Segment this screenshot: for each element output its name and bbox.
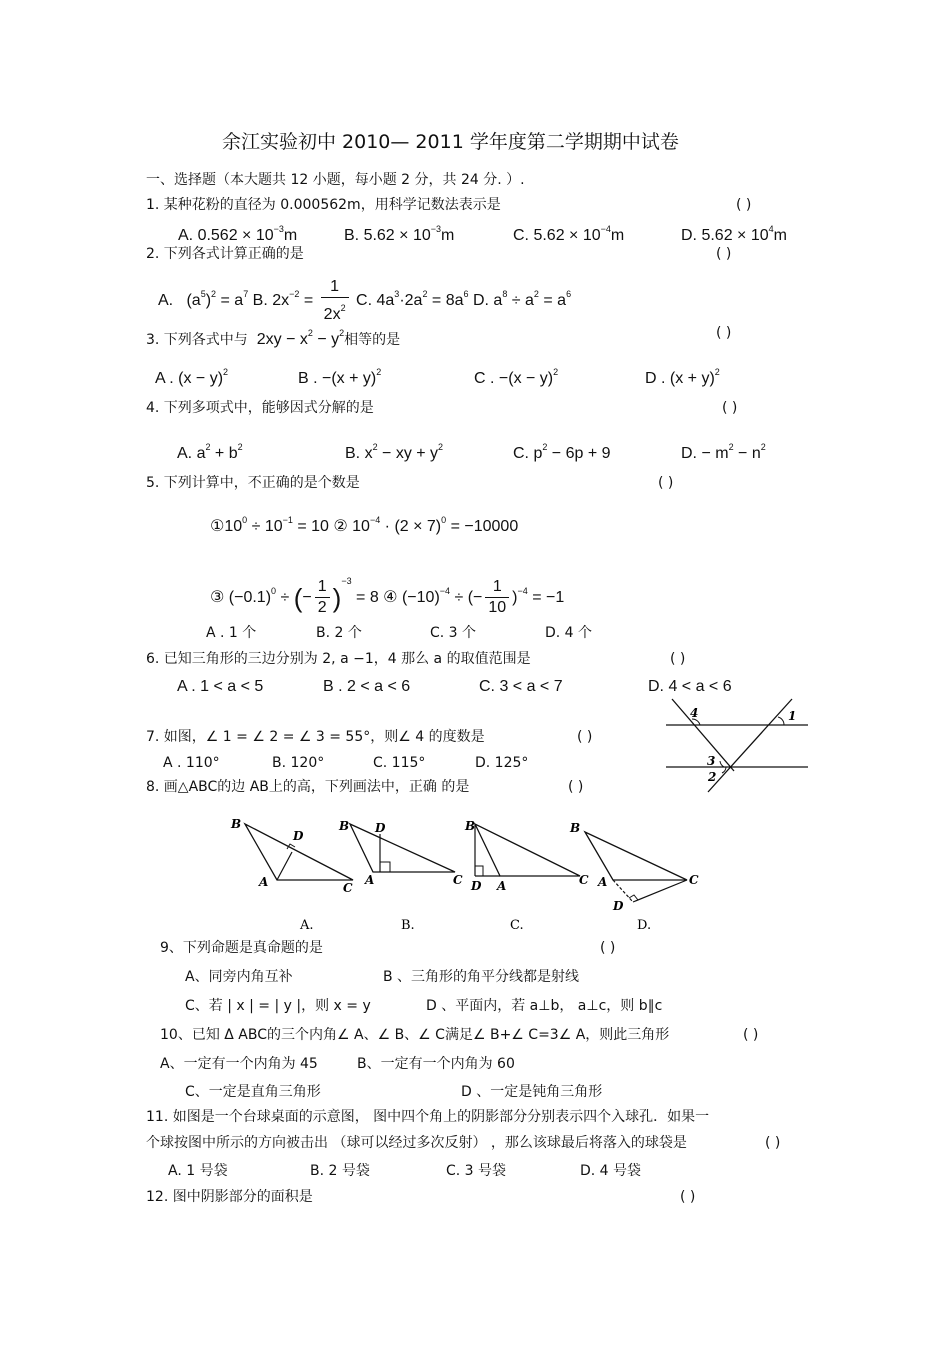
- q12-paren: ( ): [680, 1189, 696, 1205]
- section-heading: 一、选择题（本大题共 12 小题，每小题 2 分，共 24 分. ）.: [146, 172, 525, 188]
- q11-option-a: A. 1 号袋: [168, 1163, 228, 1179]
- q9-paren: ( ): [600, 940, 616, 956]
- q8-stem: 8. 画△ABC的边 AB上的高，下列画法中，正确 的是: [146, 779, 470, 795]
- q4-paren: ( ): [722, 400, 738, 416]
- q9-option-d: D 、平面内，若 a⊥b， a⊥c，则 b∥c: [426, 998, 663, 1014]
- q7-angle-1-arc: [778, 717, 784, 725]
- q8a-label-b: B: [231, 817, 242, 831]
- q8-figures: [225, 812, 715, 937]
- q8c-label-c: C: [579, 873, 589, 887]
- q5-option-b: B. 2 个: [316, 625, 362, 641]
- q5-stem: 5. 下列计算中，不正确的是个数是: [146, 475, 360, 491]
- q6-stem: 6. 已知三角形的三边分别为 2, a −1，4 那么 a 的取值范围是: [146, 651, 531, 667]
- q8b-label-a: A: [365, 873, 375, 887]
- q10-option-d: D 、一定是钝角三角形: [461, 1084, 603, 1100]
- q8a-label-d: D: [293, 829, 304, 843]
- q7-figure: [660, 695, 810, 795]
- q9-stem: 9、下列命题是真命题的是: [160, 940, 323, 956]
- q11-option-d: D. 4 号袋: [580, 1163, 642, 1179]
- q3-option-b: B . $-(x + y)^2$: [298, 367, 382, 387]
- q7-option-a: A . 110°: [163, 755, 220, 771]
- q11-stem-line-2: 个球按图中所示的方向被击出 （球可以经过多次反射） ，那么该球最后将落入的球袋是: [146, 1135, 687, 1151]
- q4-option-a: A. $a^2 + b^2$: [177, 442, 243, 462]
- q1-stem: 1. 某种花粉的直径为 0.000562m，用科学记数法表示是: [146, 197, 501, 213]
- q7-option-b: B. 120°: [272, 755, 325, 771]
- q6-paren: ( ): [670, 651, 686, 667]
- q8c-label-a: A: [497, 879, 507, 893]
- q6-option-c: C. 3 < a < 7: [479, 678, 563, 695]
- q8b-label-d: D: [375, 821, 386, 835]
- q7-label-4: 4: [690, 706, 699, 720]
- q1-paren: ( ): [736, 197, 752, 213]
- q2-paren: ( ): [716, 246, 732, 262]
- q8b-label-b: B: [339, 819, 350, 833]
- q2-options: A. $(a^5)^2 = a^7$ B. $2x^{-2}$ = $\frac{1}{2x^2}$ C. $4a^3\cdot 2a^2 = 8a^6$ D. $a^8 \div a^2 = a^6$: [158, 277, 572, 323]
- q10-option-a: A、一定有一个内角为 45: [160, 1056, 318, 1072]
- q7-paren: ( ): [577, 729, 593, 745]
- q8-caption-d: D.: [637, 918, 652, 933]
- q5-paren: ( ): [658, 475, 674, 491]
- q10-paren: ( ): [743, 1027, 759, 1043]
- q7-label-1: 1: [788, 709, 797, 723]
- q11-option-b: B. 2 号袋: [310, 1163, 370, 1179]
- q8a-label-c: C: [343, 881, 353, 895]
- q8b-label-c: C: [453, 873, 463, 887]
- q12-stem: 12. 图中阴影部分的面积是: [146, 1189, 313, 1205]
- q7-transversal-2: [708, 699, 792, 792]
- q8d-label-a: A: [598, 875, 608, 889]
- q8d-label-d: D: [613, 899, 624, 913]
- q1-option-b: B. $5.62 \times 10^{-3}m$: [344, 224, 455, 244]
- q8d-label-b: B: [570, 821, 581, 835]
- q4-option-c: C. $p^2 - 6p + 9$: [513, 442, 611, 462]
- q1-option-c: C. $5.62 \times 10^{-4}m$: [513, 224, 625, 244]
- q8a-label-a: A: [259, 875, 269, 889]
- q1-option-a: A. $0.562 \times 10^{-3}m$: [178, 224, 298, 244]
- q11-stem-line-1: 11. 如图是一个台球桌面的示意图， 图中四个角上的阴影部分分别表示四个入球孔．如果一: [146, 1109, 710, 1125]
- q7-label-2: 2: [708, 770, 717, 784]
- q1-option-d: D. $5.62 \times 10^4m$: [681, 224, 787, 244]
- q7-stem: 7. 如图，∠ 1 = ∠ 2 = ∠ 3 = 55°，则∠ 4 的度数是: [146, 729, 485, 745]
- q5-option-a: A . 1 个: [206, 625, 257, 641]
- q5-option-d: D. 4 个: [545, 625, 593, 641]
- q6-option-b: B . 2 < a < 6: [323, 678, 411, 695]
- q7-angle-3-arc: [720, 761, 724, 767]
- q8c-label-b: B: [465, 819, 476, 833]
- q8c-label-d: D: [471, 879, 482, 893]
- q10-option-c: C、一定是直角三角形: [185, 1084, 321, 1100]
- q5-expression-line-1: $①10^0 \div 10^{-1} = 10$ ② $10^{-4} \cdot (2 \times 7)^0 = -10000$: [210, 515, 519, 535]
- q9-option-a: A、同旁内角互补: [185, 969, 293, 985]
- q2-stem: 2. 下列各式计算正确的是: [146, 246, 304, 262]
- q7-option-d: D. 125°: [475, 755, 529, 771]
- q5-expression-line-2: ③ $(-0.1)^0$ ÷ (− $\frac{1}{2}$ )$^{-3}$ = 8 ④ $(-10)^{-4}$ ÷ (− $\frac{1}{10}$ )$^{-4}$ = −1: [210, 576, 565, 617]
- q5-option-c: C. 3 个: [430, 625, 477, 641]
- q8-figure-d: [569, 821, 699, 913]
- q7-label-3: 3: [707, 754, 716, 768]
- q4-option-b: B. $x^2$ − xy + $y^2$: [345, 442, 444, 462]
- q11-paren: ( ): [765, 1135, 781, 1151]
- q10-option-b: B、一定有一个内角为 60: [357, 1056, 515, 1072]
- q6-option-a: A . 1 < a < 5: [177, 678, 264, 695]
- q8-caption-a: A.: [300, 918, 314, 933]
- q8-figure-a: [230, 817, 353, 895]
- q3-paren: ( ): [716, 325, 732, 341]
- q7-transversal-1: [672, 699, 734, 771]
- q10-stem: 10、已知 Δ ABC的三个内角∠ A、∠ B、∠ C满足∠ B+∠ C=3∠ A，则此三角形: [160, 1027, 670, 1043]
- q3-option-d: D . $(x + y)^2$: [645, 367, 720, 387]
- q3-stem: 3. 下列各式中与 $2xy - x^2 - y^2$相等的是: [146, 328, 401, 348]
- q9-option-c: C、若 | x | = | y |，则 x = y: [185, 998, 371, 1014]
- q8-paren: ( ): [568, 779, 584, 795]
- q4-option-d: D. − $m^2 - n^2$: [681, 442, 766, 462]
- q6-option-d: D. 4 < a < 6: [648, 678, 732, 695]
- q3-option-c: C . $-(x - y)^2$: [474, 367, 559, 387]
- q4-stem: 4. 下列多项式中，能够因式分解的是: [146, 400, 374, 416]
- q11-option-c: C. 3 号袋: [446, 1163, 507, 1179]
- q8-caption-c: C.: [510, 918, 524, 933]
- q3-option-a: A . $(x - y)^2$: [155, 367, 229, 387]
- q8-figure-b: [338, 819, 463, 887]
- q8d-label-c: C: [689, 873, 699, 887]
- page-title: 余江实验初中 2010— 2011 学年度第二学期期中试卷: [222, 131, 679, 153]
- q7-option-c: C. 115°: [373, 755, 426, 771]
- q9-option-b: B 、三角形的角平分线都是射线: [383, 969, 580, 985]
- q8-caption-b: B.: [401, 918, 415, 933]
